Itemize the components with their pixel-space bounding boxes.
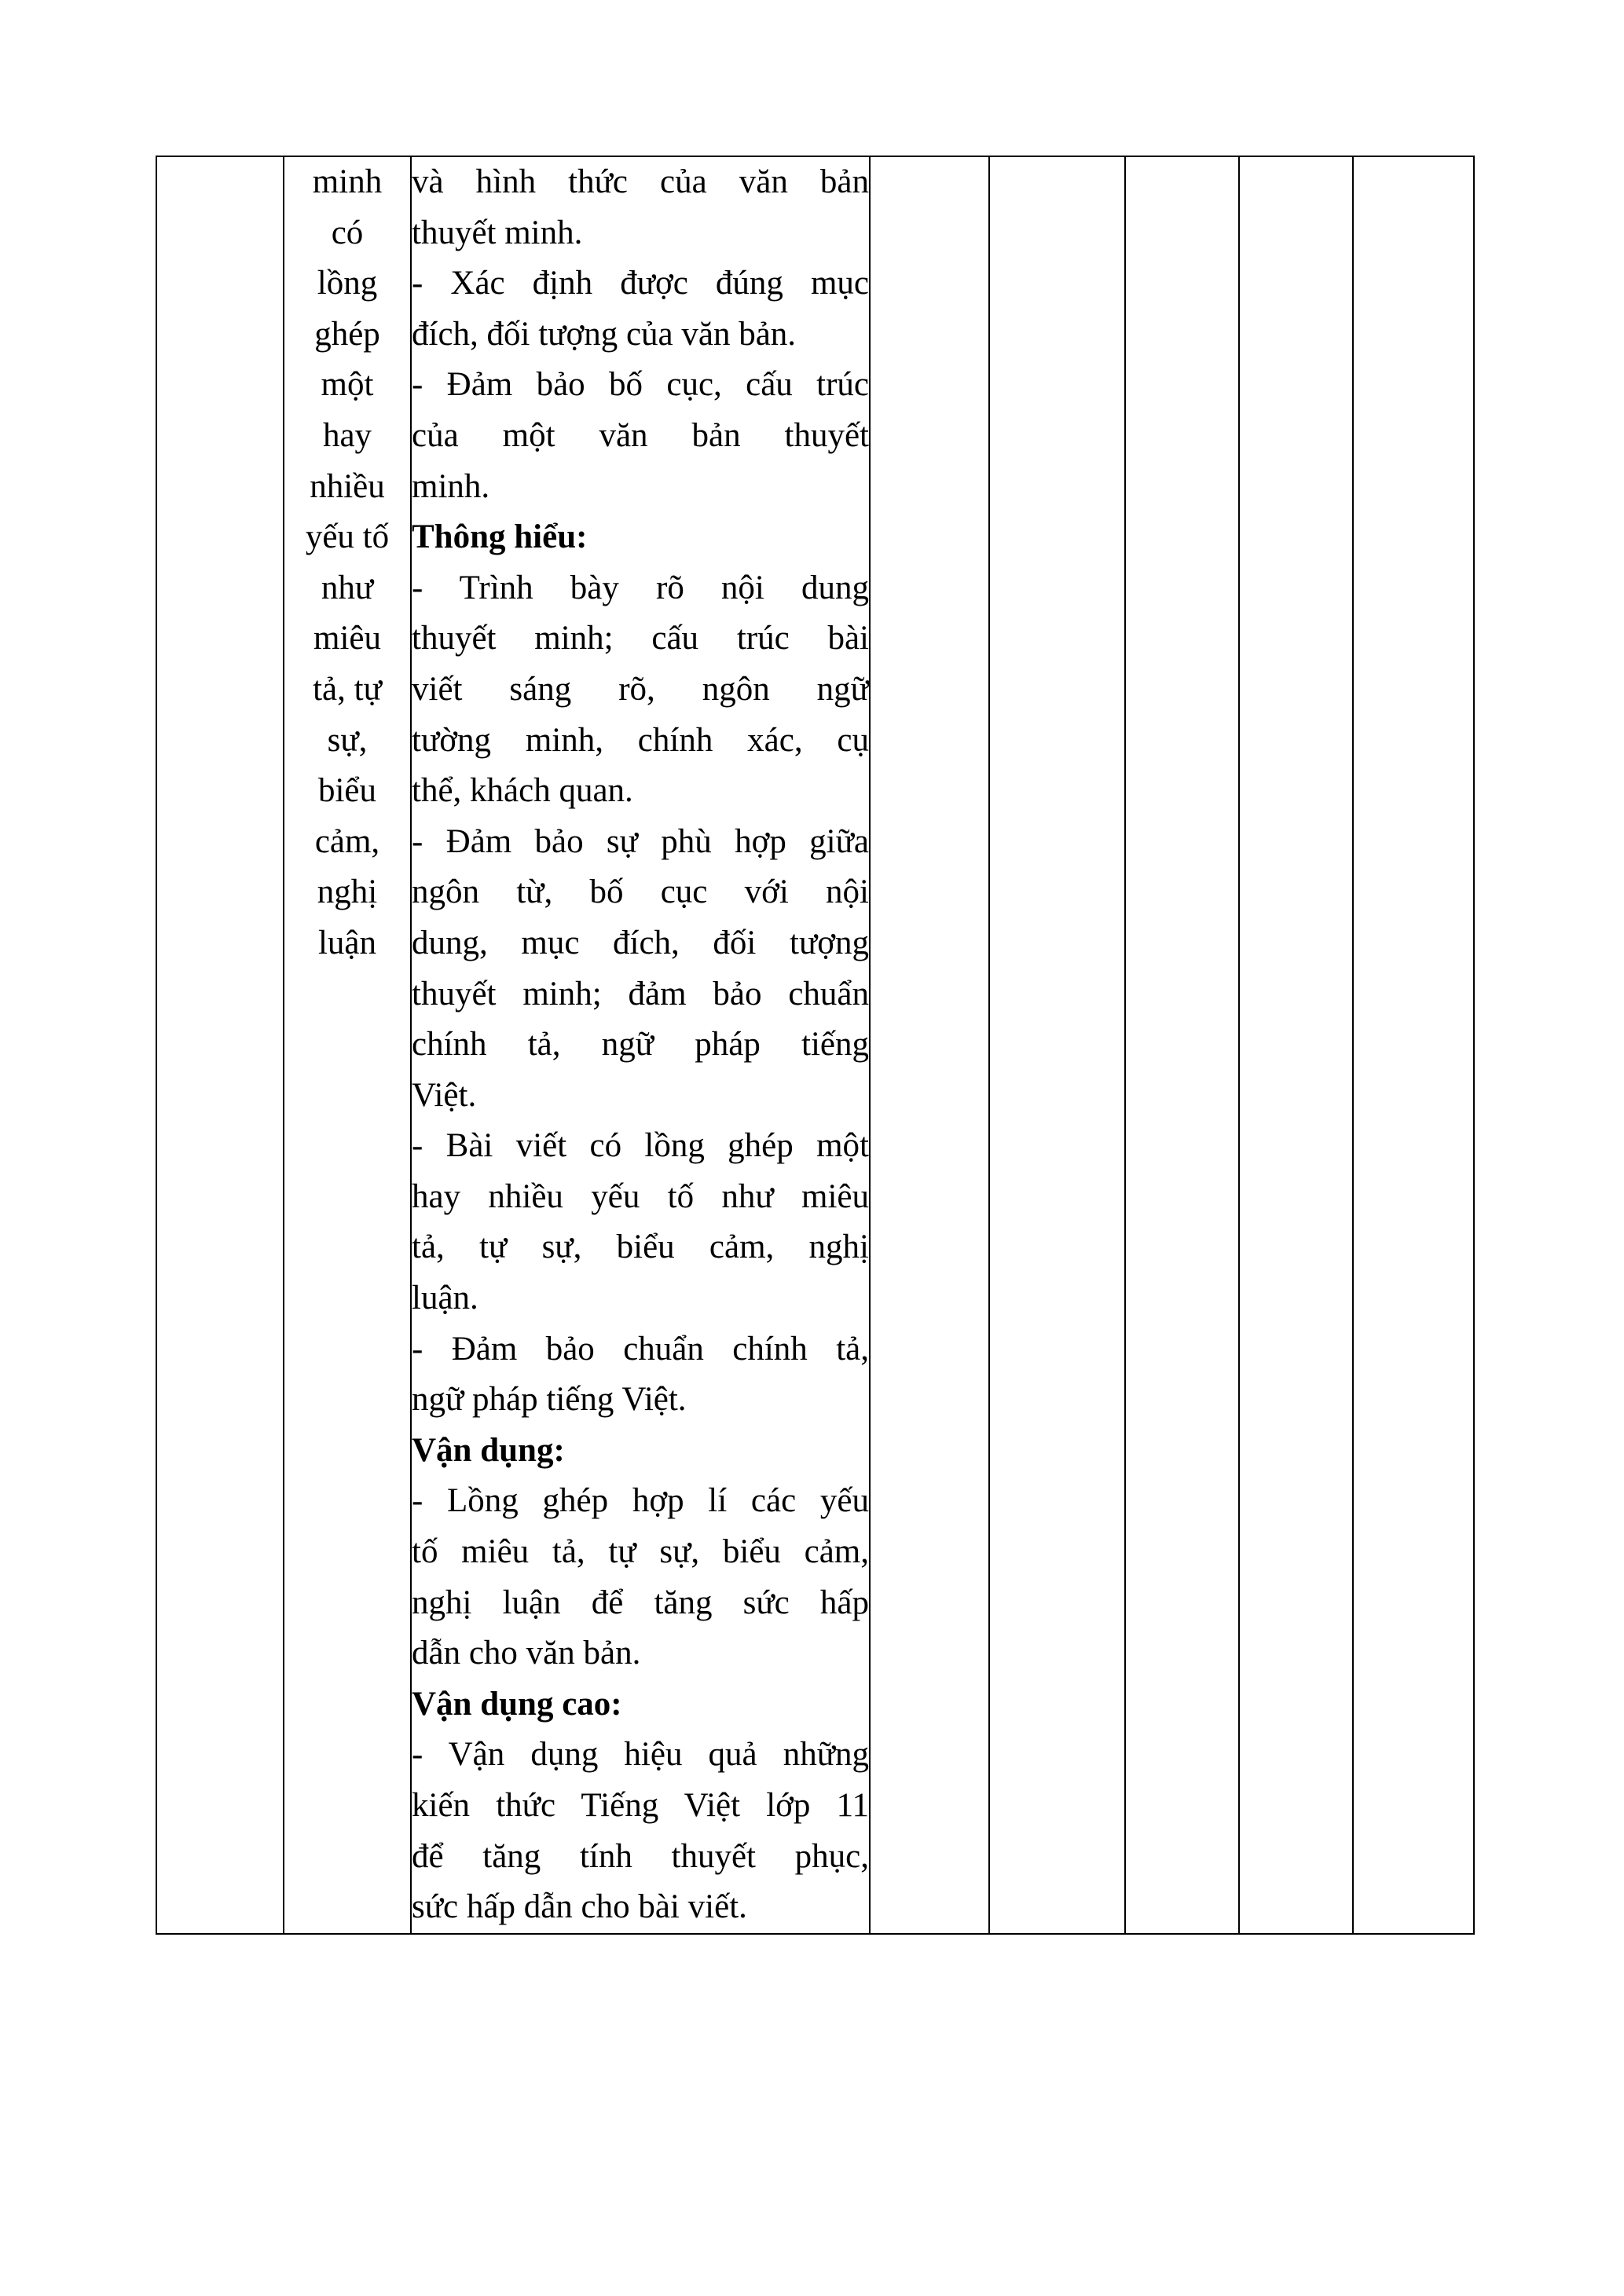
- writing-type-word: lồng: [317, 265, 378, 302]
- requirement-line: luận.: [412, 1280, 478, 1317]
- cell-empty: [1239, 156, 1353, 1934]
- writing-type-word: luận: [317, 924, 377, 961]
- writing-type-word: hay: [322, 416, 372, 454]
- table-row: [156, 156, 1474, 1934]
- requirement-line: viết sáng rõ, ngôn ngữ: [412, 670, 869, 708]
- requirement-line: tường minh, chính xác, cụ: [412, 721, 869, 759]
- requirement-line: tố miêu tả, tự sự, biểu cảm,: [412, 1533, 869, 1571]
- requirement-line: thể, khách quan.: [412, 772, 633, 810]
- requirement-line: - Đảm bảo chuẩn chính tả,: [412, 1330, 869, 1368]
- requirement-line: dung, mục đích, đối tượng: [412, 924, 869, 961]
- requirement-line: thuyết minh; đảm bảo chuẩn: [412, 975, 869, 1013]
- cell-index: [156, 156, 284, 1934]
- level-heading: Vận dụng:: [412, 1431, 565, 1469]
- requirement-line: tả, tự sự, biểu cảm, nghị: [412, 1229, 869, 1266]
- requirement-line: - Lồng ghép hợp lí các yếu: [412, 1482, 869, 1520]
- requirement-line: - Xác định được đúng mục: [412, 265, 869, 302]
- requirement-line: thuyết minh.: [412, 214, 583, 251]
- requirement-line: hay nhiều yếu tố như miêu: [412, 1177, 869, 1215]
- requirement-line: - Trình bày rõ nội dung: [412, 569, 869, 606]
- requirement-line: kiến thức Tiếng Việt lớp 11: [412, 1787, 869, 1824]
- writing-type-word: như: [321, 569, 374, 606]
- cell-empty: [1353, 156, 1474, 1934]
- requirement-line: - Vận dụng hiệu quả những: [412, 1736, 869, 1774]
- writing-type-word: ghép: [314, 315, 380, 353]
- writing-type-word: biểu: [317, 772, 377, 810]
- writing-type-word: tả, tự: [313, 670, 382, 708]
- requirement-line: dẫn cho văn bản.: [412, 1635, 641, 1672]
- cell-empty: [870, 156, 989, 1934]
- cell-empty: [1125, 156, 1239, 1934]
- writing-type-word: một: [321, 366, 374, 404]
- assessment-matrix-table: [156, 156, 1475, 1935]
- writing-type-word: miêu: [313, 620, 381, 657]
- requirement-line: minh.: [412, 467, 490, 505]
- level-heading: Thông hiểu:: [412, 518, 588, 556]
- writing-type-word: yếu tố: [305, 518, 390, 556]
- requirement-line: ngôn từ, bố cục với nội: [412, 873, 869, 911]
- requirement-line: - Bài viết có lồng ghép một: [412, 1127, 869, 1165]
- cell-empty: [989, 156, 1125, 1934]
- requirement-line: thuyết minh; cấu trúc bài: [412, 620, 869, 657]
- requirement-line: - Đảm bảo sự phù hợp giữa: [412, 822, 869, 860]
- requirement-line: Việt.: [412, 1076, 477, 1114]
- requirement-line: chính tả, ngữ pháp tiếng: [412, 1026, 869, 1064]
- writing-type-word: nghị: [317, 873, 378, 911]
- requirement-line: để tăng tính thuyết phục,: [412, 1837, 869, 1875]
- requirement-line: sức hấp dẫn cho bài viết.: [412, 1888, 747, 1926]
- writing-type-word: nhiều: [310, 467, 385, 505]
- level-heading: Vận dụng cao:: [412, 1685, 622, 1723]
- requirement-line: nghị luận để tăng sức hấp: [412, 1584, 869, 1621]
- writing-type-word: sự,: [327, 721, 368, 759]
- writing-type-word: cảm,: [314, 822, 380, 860]
- requirement-line: đích, đối tượng của văn bản.: [412, 315, 797, 353]
- requirement-line: và hình thức của văn bản: [412, 163, 869, 200]
- cell-writing-type: [284, 156, 411, 1934]
- writing-type-word: minh: [312, 163, 383, 200]
- cell-requirements: [411, 156, 870, 1934]
- requirement-line: - Đảm bảo bố cục, cấu trúc: [412, 366, 869, 404]
- requirement-line: của một văn bản thuyết: [412, 416, 869, 454]
- writing-type-word: có: [331, 214, 364, 251]
- requirement-line: ngữ pháp tiếng Việt.: [412, 1381, 687, 1419]
